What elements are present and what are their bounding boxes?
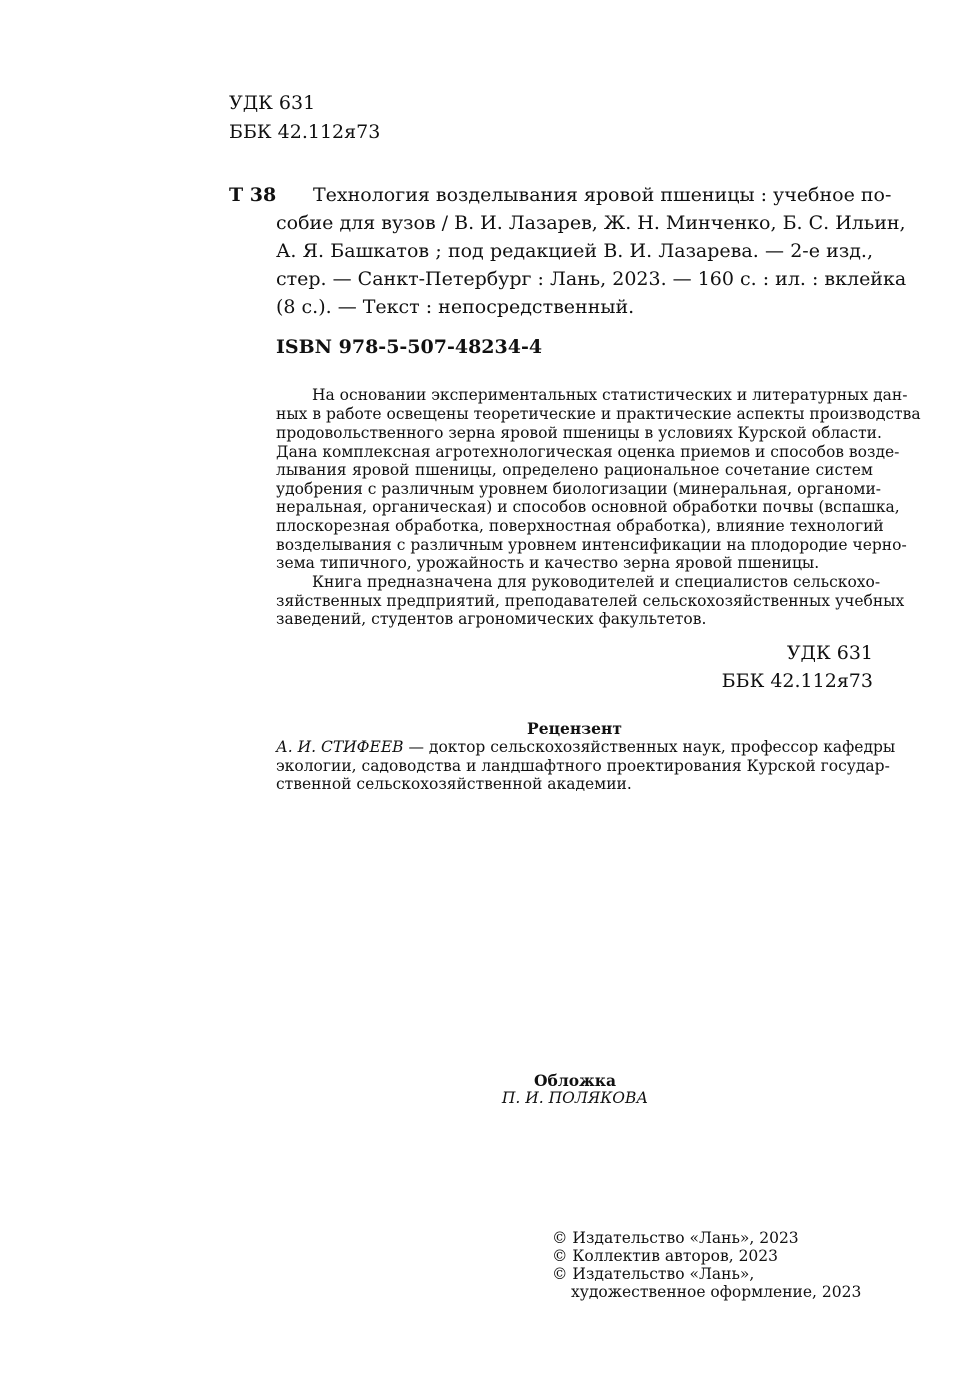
bbk-code-bottom: ББК 42.112я73 [721, 670, 873, 692]
udk-code-top: УДК 631 [229, 92, 316, 114]
copyright-line: художественное оформление, 2023 [571, 1283, 862, 1301]
annotation-line: лывания яровой пшеницы, определено рациональное сочетание систем [276, 461, 873, 479]
reviewer-line: ственной сельскохозяйственной академии. [276, 775, 632, 793]
reviewer-line [276, 738, 896, 756]
copyright-line: © Издательство «Лань», 2023 [552, 1229, 799, 1247]
reviewer-name: А. И. СТИФЕЕВ [276, 738, 404, 756]
annotation-line: На основании экспериментальных статистических и литературных дан- [312, 386, 908, 404]
udk-code-bottom: УДК 631 [786, 642, 873, 664]
cover-heading: Обложка [534, 1071, 616, 1090]
annotation-line: неральная, органическая) и способов основной обработки почвы (вспашка, [276, 498, 900, 516]
copyright-line: © Коллектив авторов, 2023 [552, 1247, 779, 1265]
bbk-code-top: ББК 42.112я73 [229, 121, 381, 143]
annotation-line: ных в работе освещены теоретические и практические аспекты производства [276, 405, 921, 423]
record-line: А. Я. Башкатов ; под редакцией В. И. Лазарева. — 2-е изд., [276, 240, 873, 262]
reviewer-text: — доктор сельскохозяйственных наук, профессор кафедры [403, 738, 896, 756]
isbn: ISBN 978-5-507-48234-4 [276, 336, 543, 358]
author-mark: Т 38 [229, 184, 277, 206]
annotation-line: продовольственного зерна яровой пшеницы в условиях Курской области. [276, 424, 882, 442]
annotation-line: удобрения с различным уровнем биологизации (минеральная, органоми- [276, 480, 882, 498]
record-line: стер. — Санкт-Петербург : Лань, 2023. — 160 с. : ил. : вклейка [276, 268, 907, 290]
record-line: (8 с.). — Текст : непосредственный. [276, 296, 635, 318]
record-line: Технология возделывания яровой пшеницы : учебное по- [313, 184, 892, 206]
annotation-line: возделывания с различным уровнем интенсификации на плодородие черно- [276, 536, 907, 554]
annotation-line: зема типичного, урожайность и качество зерна яровой пшеницы. [276, 554, 820, 572]
annotation-line: зяйственных предприятий, преподавателей сельскохозяйственных учебных [276, 592, 905, 610]
reviewer-line: экологии, садоводства и ландшафтного проектирования Курской государ- [276, 757, 890, 775]
annotation-line: заведений, студентов агрономических факультетов. [276, 610, 707, 628]
cover-designer-name: П. И. ПОЛЯКОВА [501, 1089, 649, 1107]
record-line: собие для вузов / В. И. Лазарев, Ж. Н. Минченко, Б. С. Ильин, [276, 212, 906, 234]
annotation-line: Дана комплексная агротехнологическая оценка приемов и способов возде- [276, 443, 900, 461]
annotation-line: плоскорезная обработка, поверхностная обработка), влияние технологий [276, 517, 884, 535]
reviewer-heading: Рецензент [527, 719, 622, 738]
annotation-line: Книга предназначена для руководителей и специалистов сельскохо- [312, 573, 881, 591]
copyright-line: © Издательство «Лань», [552, 1265, 755, 1283]
